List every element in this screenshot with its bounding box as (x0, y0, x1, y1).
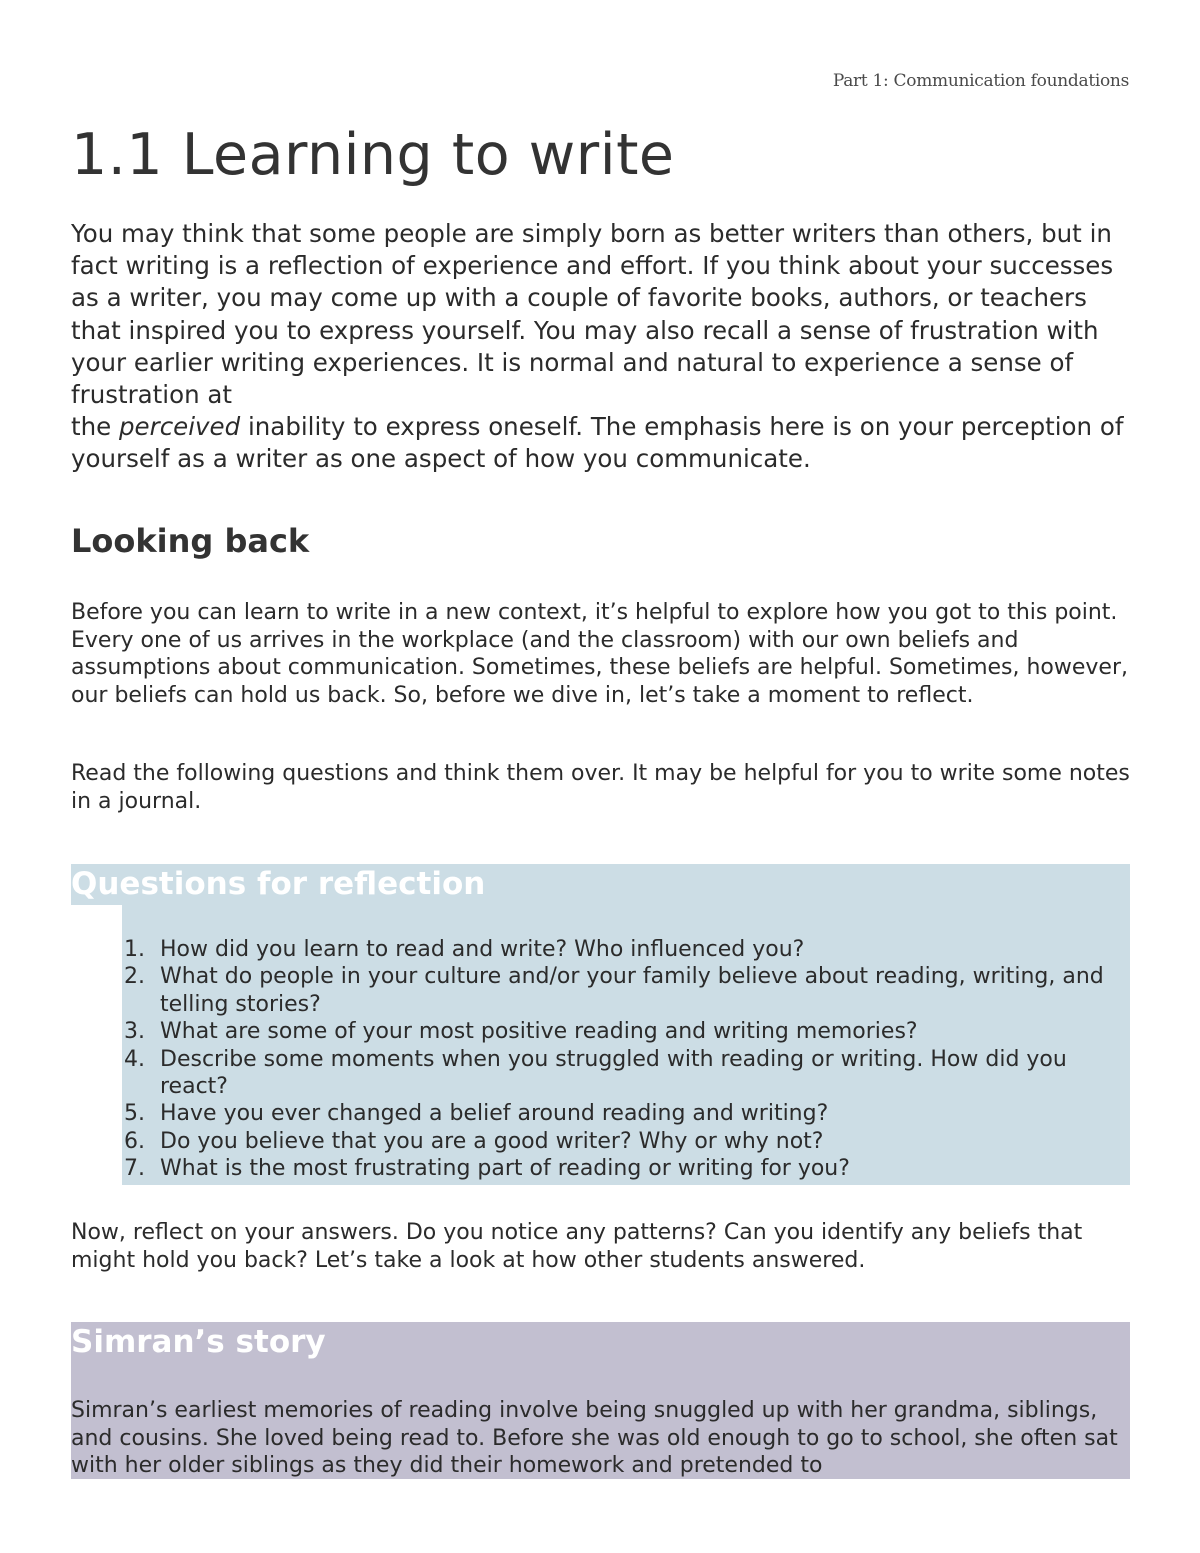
list-item (122, 1128, 1130, 1155)
looking-back-paragraph-1: Before you can learn to write in a new context, it’s helpful to explore how you got to this point. Every one of us arrives in the workplace (and the classroom) with our own beliefs and assumptions about communication. Sometimes, these beliefs are helpful. Sometimes, however, our beliefs can hold us back. So, before we dive in, let’s take a moment to reflect. (71, 600, 1129, 708)
list-item (122, 1100, 1130, 1127)
list-text: How did you learn to read and write? Who influenced you? (160, 937, 805, 962)
list-number: 7. (124, 1156, 145, 1182)
after-reflection-paragraph: Now, reflect on your answers. Do you notice any patterns? Can you identify any beliefs that might hold you back? Let’s take a look at how other students answered. (71, 1220, 1083, 1273)
list-number: 4. (124, 1046, 145, 1072)
looking-back-heading: Looking back (71, 522, 310, 560)
list-item (122, 1018, 1130, 1045)
story-heading: Simran’s story (71, 1324, 326, 1360)
list-text: Describe some moments when you struggled with reading or writing. How did you react? (160, 1046, 1067, 1100)
list-item (122, 1046, 1130, 1101)
intro-text-1: You may think that some people are simply born as better writers than others, but in fact writing is a reflection of experience and effort. If you think about your successes as a writer, you may come up with a couple of favorite books, authors, or teachers that inspired you to express yourself. You may also recall a sense of frustration with your earlier writing experiences. It is normal and natural to experience a sense of frustration at (71, 219, 1114, 410)
list-text: Do you believe that you are a good writer? Why or why not? (160, 1128, 824, 1154)
list-number: 2. (124, 964, 145, 990)
intro-emphasis: perceived (119, 412, 241, 442)
list-number: 5. (124, 1101, 145, 1127)
looking-back-paragraph-2: Read the following questions and think them over. It may be helpful for you to write some notes in a journal. (71, 761, 1130, 814)
reflection-heading: Questions for reflection (71, 866, 486, 902)
intro-text-3: inability to express oneself. The emphasis here is on your perception of yourself as a writer as one aspect of how you communicate. (71, 412, 1124, 474)
intro-paragraph (71, 218, 1141, 476)
reflection-questions-list (122, 936, 1130, 1183)
list-text: Have you ever changed a belief around reading and writing? (160, 1101, 829, 1127)
list-text: What are some of your most positive reading and writing memories? (160, 1019, 918, 1045)
list-text: What is the most frustrating part of reading or writing for you? (160, 1156, 850, 1182)
list-number: 6. (124, 1128, 145, 1154)
list-number: 1. (124, 937, 145, 962)
list-text: What do people in your culture and/or your family believe about reading, writing, and telling stories? (160, 964, 1104, 1017)
list-item (122, 1155, 1130, 1182)
intro-text-2: the (71, 412, 119, 442)
list-item (122, 963, 1130, 1018)
page-title: 1.1 Learning to write (71, 122, 675, 188)
list-item (122, 936, 1130, 963)
list-number: 3. (124, 1019, 145, 1045)
story-paragraph: Simran’s earliest memories of reading involve being snuggled up with her grandma, siblings, and cousins. She loved being read to. Before she was old enough to go to school, she often sat with her older siblings as they did their homework and pretended to (71, 1398, 1118, 1478)
running-head: Part 1: Communication foundations (832, 71, 1129, 91)
